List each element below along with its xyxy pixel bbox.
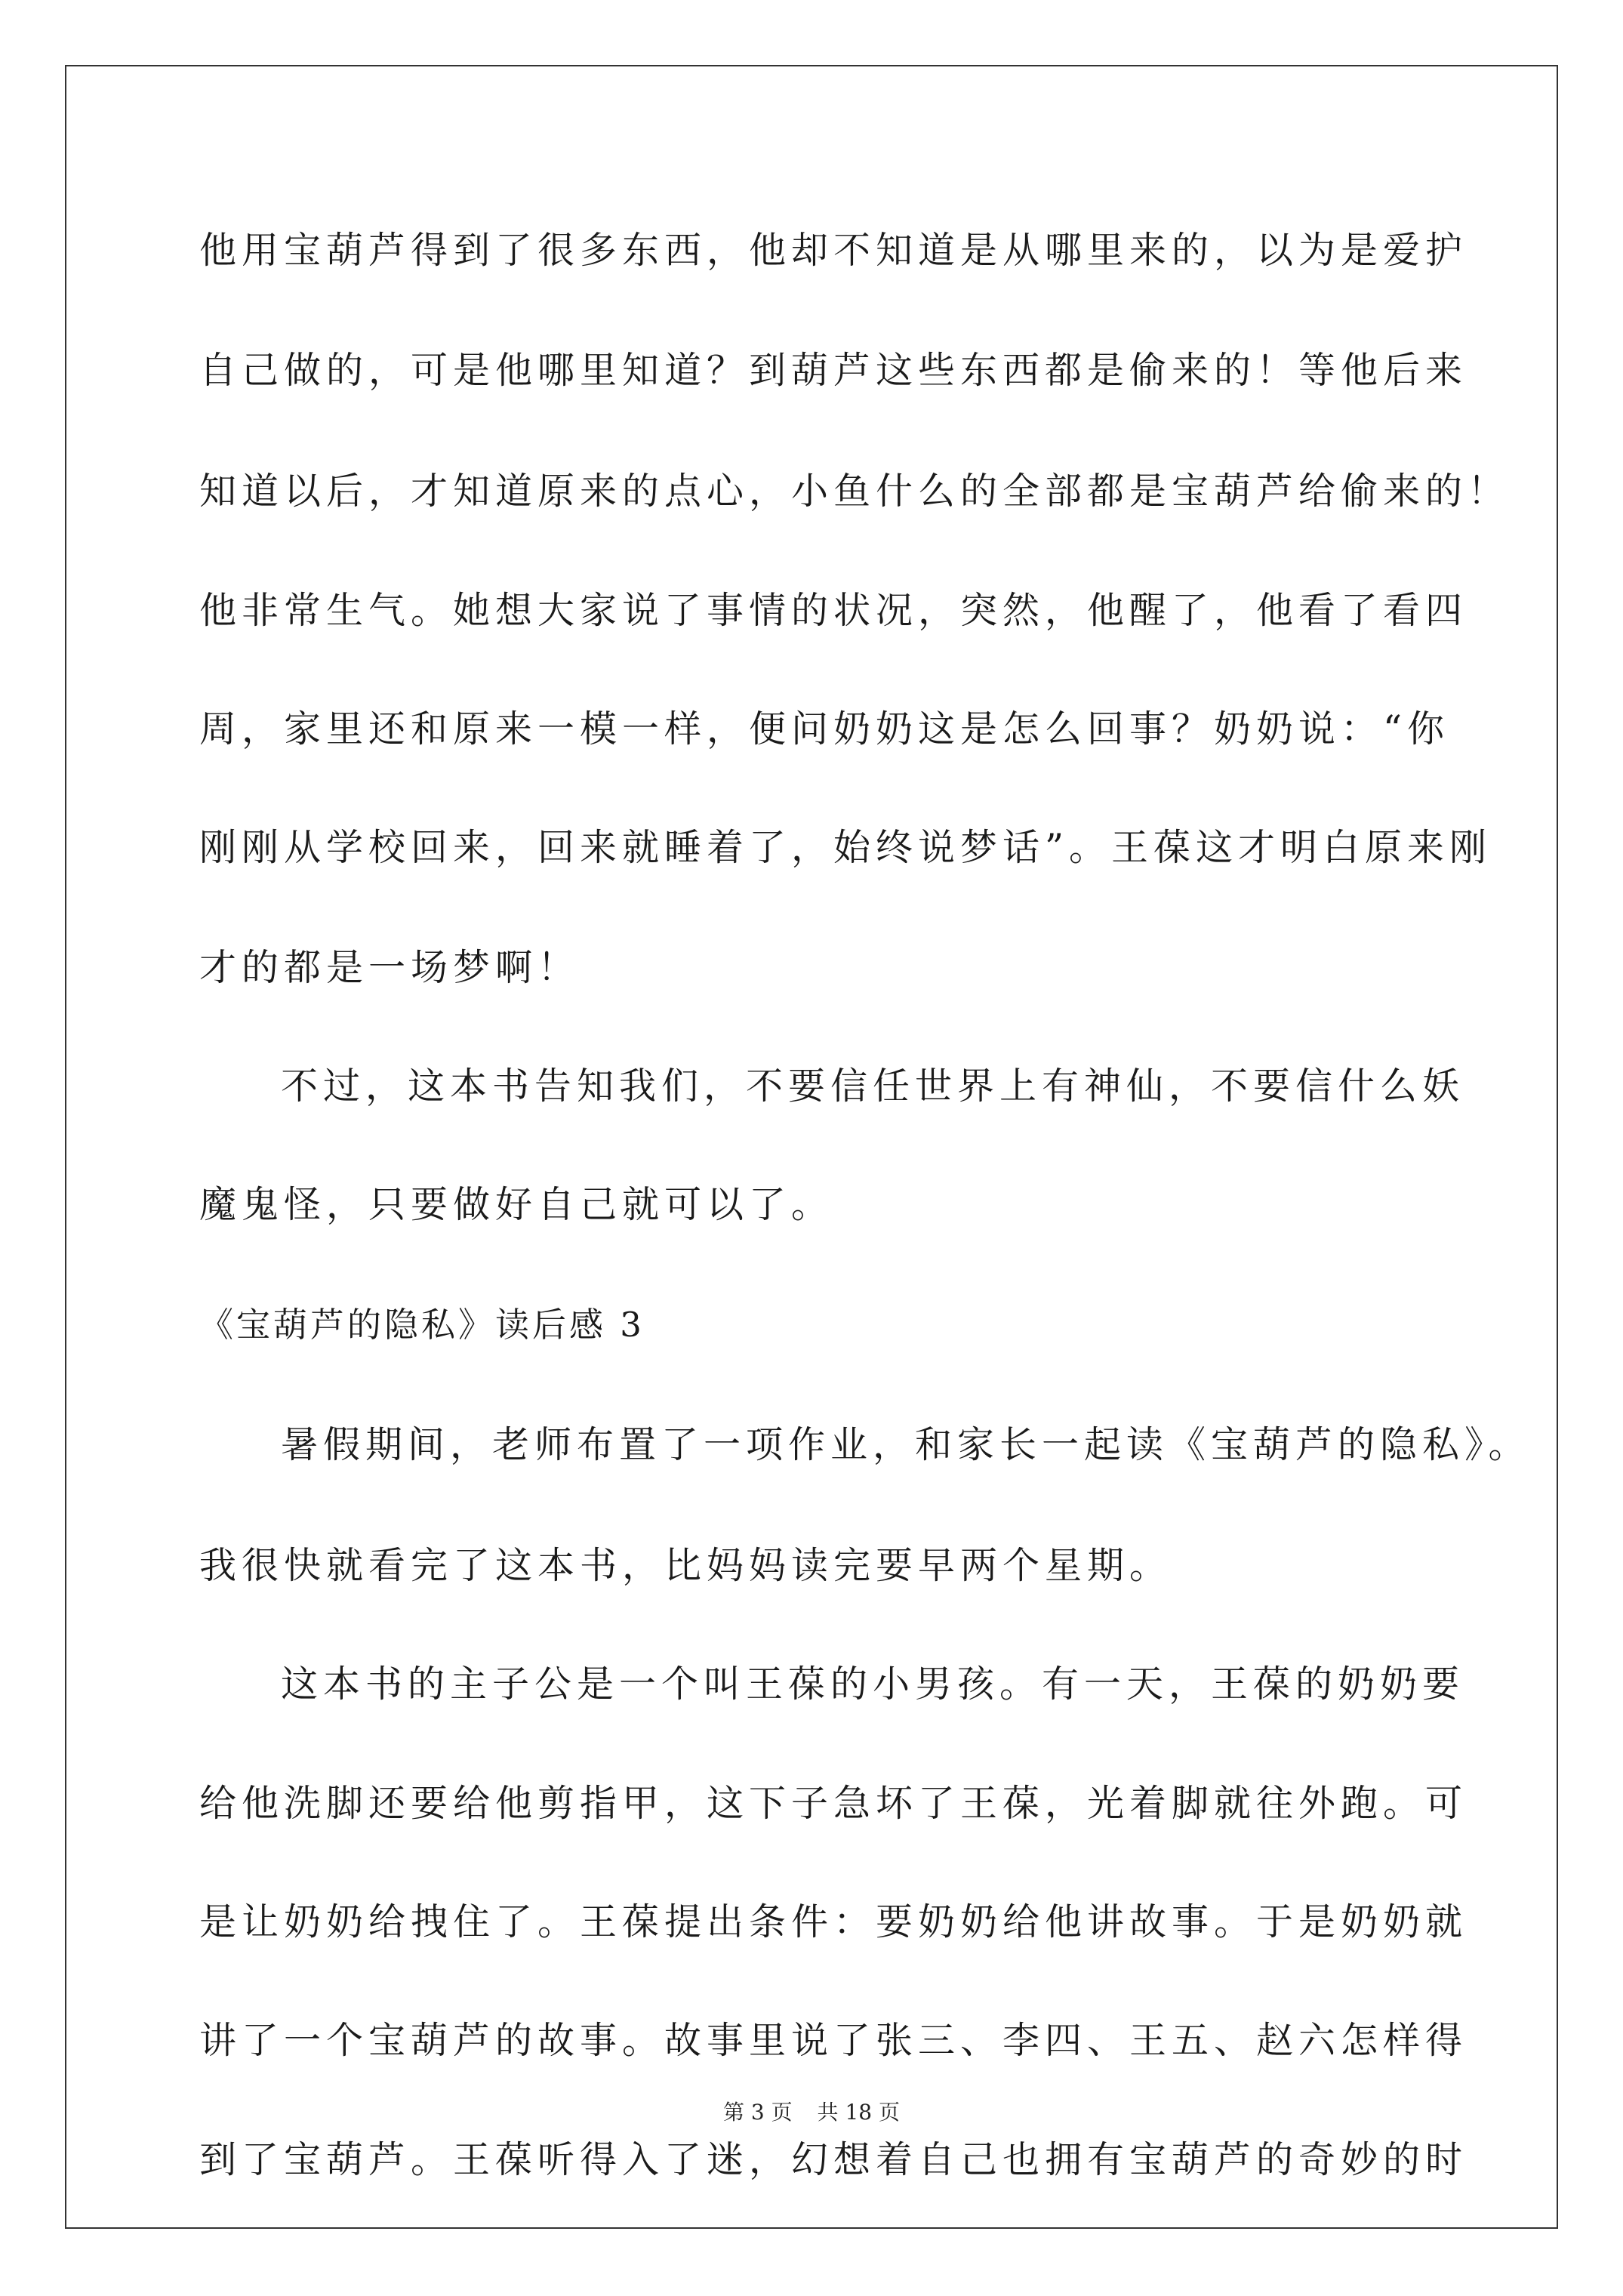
paragraph-first-line: 暑假期间，老师布置了一项作业，和家长一起读《宝葫芦的隐私》。 [281, 1423, 1531, 1466]
body-line: 知道以后，才知道原来的点心，小鱼什么的全部都是宝葫芦给偷来的！ [199, 470, 1511, 513]
section-title: 《宝葫芦的隐私》读后感 3 [199, 1305, 645, 1345]
paragraph-first-line: 这本书的主子公是一个叫王葆的小男孩。有一天，王葆的奶奶要 [281, 1663, 1465, 1706]
body-line: 讲了一个宝葫芦的故事。故事里说了张三、李四、王五、赵六怎样得 [199, 2019, 1468, 2062]
body-line: 是让奶奶给拽住了。王葆提出条件：要奶奶给他讲故事。于是奶奶就 [199, 1900, 1468, 1943]
body-line: 他非常生气。她想大家说了事情的状况，突然，他醒了，他看了看四 [199, 589, 1468, 632]
body-line: 刚刚从学校回来，回来就睡着了，始终说梦话”。王葆这才明白原来刚 [199, 826, 1492, 869]
body-line: 自己做的，可是他哪里知道？到葫芦这些东西都是偷来的！等他后来 [199, 349, 1468, 392]
body-line: 才的都是一场梦啊！ [199, 946, 581, 989]
page-footer [0, 2099, 1623, 2126]
body-line: 魔鬼怪，只要做好自己就可以了。 [199, 1183, 834, 1226]
body-line: 到了宝葫芦。王葆听得入了迷，幻想着自己也拥有宝葫芦的奇妙的时 [199, 2138, 1468, 2181]
body-line: 给他洗脚还要给他剪指甲，这下子急坏了王葆，光着脚就往外跑。可 [199, 1782, 1468, 1825]
paragraph-first-line: 不过，这本书告知我们，不要信任世界上有神仙，不要信什么妖 [281, 1065, 1465, 1108]
page-number: 第 3 页 [723, 2100, 793, 2125]
body-line: 他用宝葫芦得到了很多东西，他却不知道是从哪里来的，以为是爱护 [199, 229, 1468, 272]
page-total: 共 18 页 [817, 2100, 900, 2125]
body-line: 我很快就看完了这本书，比妈妈读完要早两个星期。 [199, 1544, 1172, 1587]
body-line: 周，家里还和原来一模一样，便问奶奶这是怎么回事？奶奶说：“你 [199, 707, 1450, 750]
